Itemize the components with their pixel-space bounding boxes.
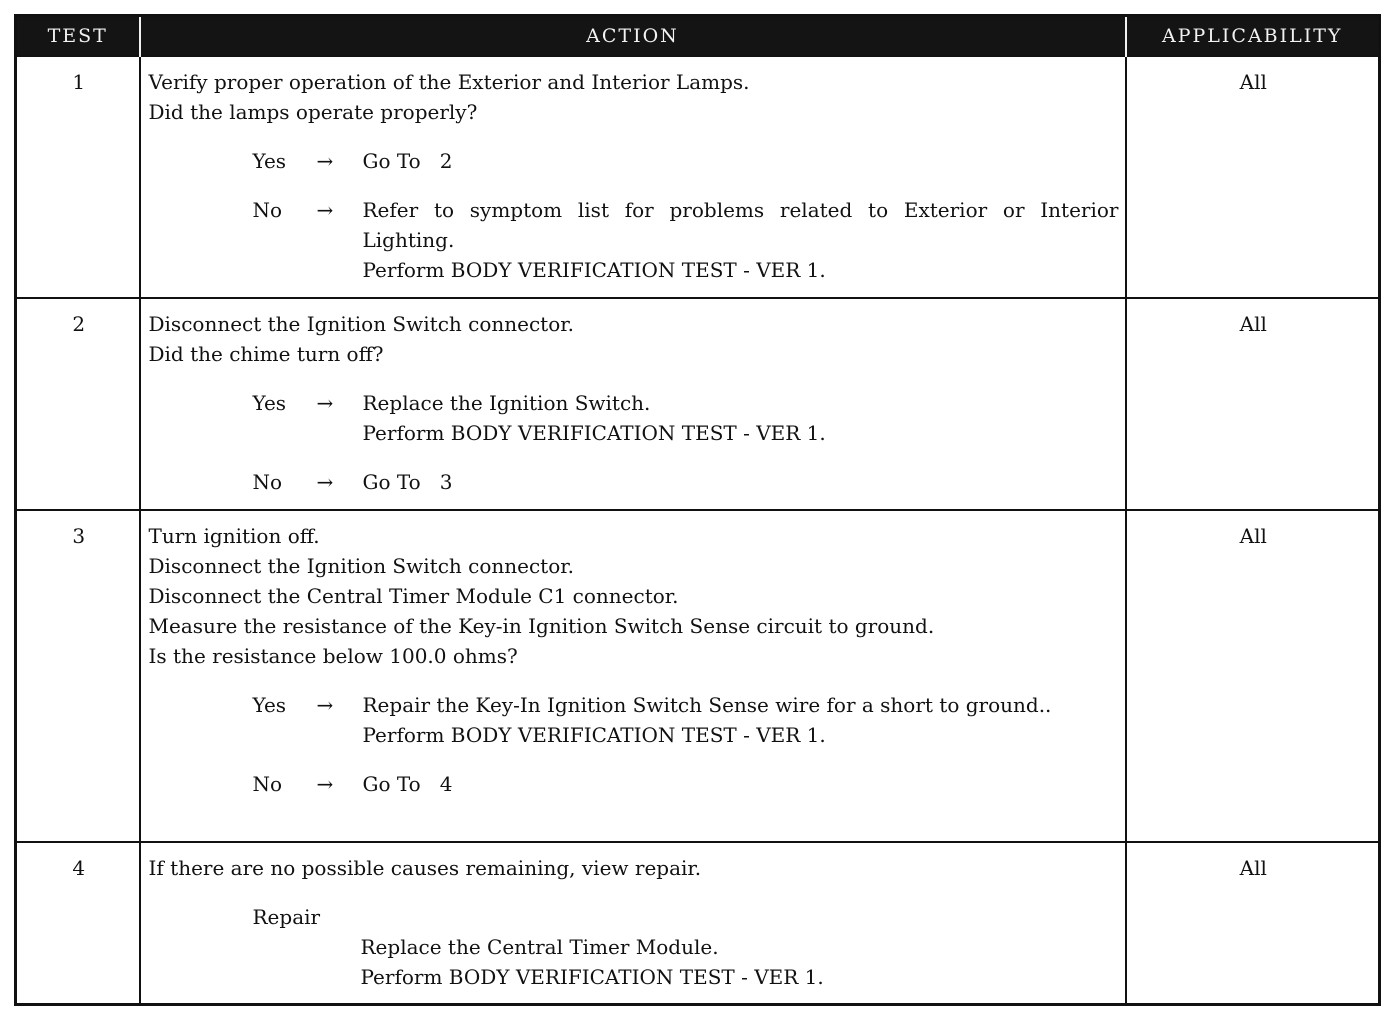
table-row	[16, 510, 1380, 842]
repair-text: Replace the Central Timer Module.	[360, 935, 719, 959]
diagnostic-test-table	[14, 14, 1381, 1006]
branch-text: Go To 3	[362, 470, 453, 494]
applicability-cell: All	[1126, 298, 1380, 510]
table-row	[16, 298, 1380, 510]
action-cell	[140, 298, 1126, 510]
branch-text: Repair the Key-In Ignition Switch Sense wire for a short to ground..	[362, 693, 1052, 717]
header-action: ACTION	[140, 16, 1126, 57]
branch-text: Perform BODY VERIFICATION TEST - VER 1.	[362, 723, 826, 747]
no-branch	[253, 467, 1119, 497]
header-applicability: APPLICABILITY	[1126, 16, 1380, 57]
yes-label: Yes	[252, 391, 287, 415]
action-question: Is the resistance below 100.0 ohms?	[148, 644, 518, 668]
repair-text: Perform BODY VERIFICATION TEST - VER 1.	[360, 965, 824, 989]
branch-text: Replace the Ignition Switch.	[362, 391, 651, 415]
action-line: Disconnect the Ignition Switch connector.	[148, 554, 574, 578]
action-question: Did the chime turn off?	[148, 342, 384, 366]
arrow-icon: →	[316, 149, 334, 173]
arrow-icon: →	[316, 198, 334, 222]
test-number: 4	[16, 842, 140, 1005]
yes-branch	[253, 146, 1119, 176]
arrow-icon: →	[316, 470, 334, 494]
yes-label: Yes	[252, 693, 287, 717]
table-row	[16, 56, 1380, 298]
no-branch	[253, 195, 1119, 285]
action-cell	[140, 510, 1126, 842]
arrow-icon: →	[316, 772, 334, 796]
action-line: If there are no possible causes remaining, view repair.	[148, 856, 702, 880]
arrow-icon: →	[316, 391, 334, 415]
no-label: No	[252, 198, 283, 222]
no-branch	[253, 769, 1119, 799]
yes-branch	[253, 388, 1119, 448]
branch-text: Go To 4	[362, 772, 453, 796]
action-line: Verify proper operation of the Exterior and Interior Lamps.	[148, 70, 750, 94]
test-number: 1	[16, 56, 140, 298]
action-line: Disconnect the Ignition Switch connector.	[148, 312, 574, 336]
branch-text: Perform BODY VERIFICATION TEST - VER 1.	[362, 258, 826, 282]
action-cell	[140, 56, 1126, 298]
header-test: TEST	[16, 16, 140, 57]
yes-branch	[253, 690, 1119, 750]
table-row	[16, 842, 1380, 1005]
applicability-cell: All	[1126, 510, 1380, 842]
test-number: 3	[16, 510, 140, 842]
action-line: Measure the resistance of the Key-in Ignition Switch Sense circuit to ground.	[148, 614, 935, 638]
action-cell	[140, 842, 1126, 1005]
action-question: Did the lamps operate properly?	[148, 100, 478, 124]
repair-block	[253, 902, 1119, 992]
branch-text: Go To 2	[362, 149, 453, 173]
branch-text: Refer to symptom list for problems related to Exterior or Interior Lighting.	[362, 198, 1119, 252]
test-number: 2	[16, 298, 140, 510]
repair-label: Repair	[252, 905, 321, 929]
table-header-row	[16, 16, 1380, 57]
action-line: Disconnect the Central Timer Module C1 connector.	[148, 584, 679, 608]
no-label: No	[252, 772, 283, 796]
branch-text: Perform BODY VERIFICATION TEST - VER 1.	[362, 421, 826, 445]
applicability-cell: All	[1126, 842, 1380, 1005]
yes-label: Yes	[252, 149, 287, 173]
applicability-cell: All	[1126, 56, 1380, 298]
no-label: No	[252, 470, 283, 494]
arrow-icon: →	[316, 693, 334, 717]
action-line: Turn ignition off.	[148, 524, 320, 548]
